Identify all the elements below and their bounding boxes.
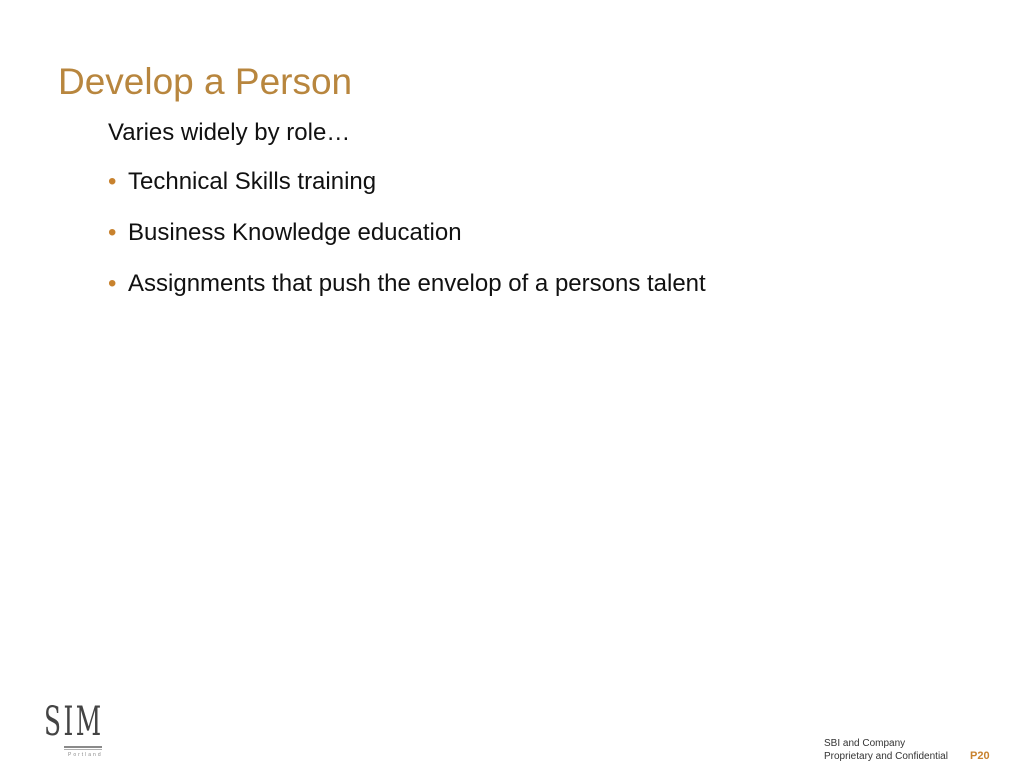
list-item (108, 268, 706, 319)
page-number: P20 (970, 750, 990, 762)
footer-line-company: SBI and Company (824, 738, 906, 749)
bullet-icon: • (108, 270, 117, 297)
list-item (108, 166, 706, 217)
slide-title: Develop a Person (58, 61, 353, 102)
footer-line-confidential: Proprietary and Confidential (824, 751, 948, 762)
logo-letters: SIM (44, 699, 104, 745)
logo-subtitle: Portland (68, 752, 103, 758)
sim-logo (44, 699, 104, 760)
bullet-icon: • (108, 219, 117, 246)
logo-rule (64, 746, 102, 748)
bullet-text: Business Knowledge education (128, 219, 462, 246)
list-item (108, 217, 706, 268)
footer-confidential (824, 737, 948, 763)
bullet-text: Assignments that push the envelop of a persons talent (128, 270, 706, 297)
intro-text: Varies widely by role… (108, 119, 351, 146)
bullet-list (108, 166, 706, 319)
bullet-icon: • (108, 168, 117, 195)
bullet-text: Technical Skills training (128, 168, 377, 195)
logo-rule (64, 749, 102, 750)
